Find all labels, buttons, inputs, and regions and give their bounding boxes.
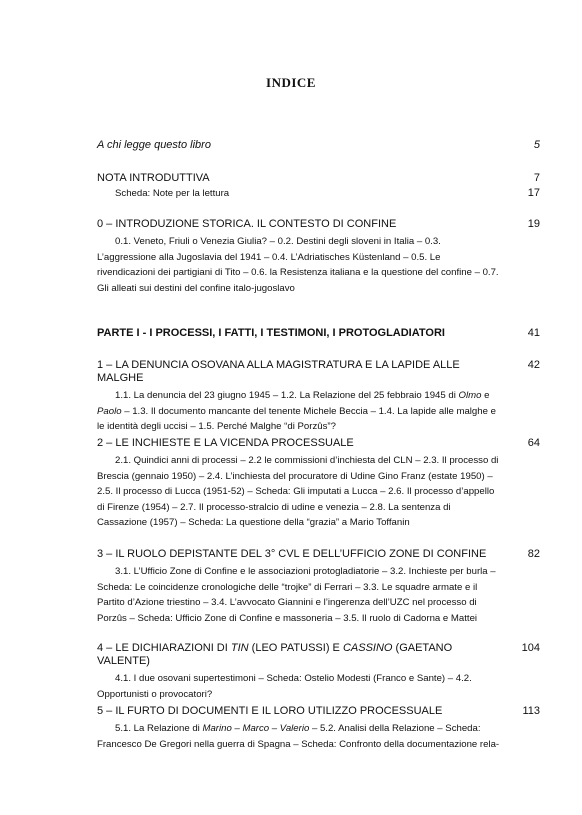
toc-label: A chi legge questo libro bbox=[97, 139, 211, 151]
toc-entry-nota bbox=[97, 172, 540, 202]
toc-sub-label: Scheda: Note per la lettura bbox=[115, 188, 230, 199]
toc-description: 5.1. La Relazione di Marino – Marco – Valerio – 5.2. Analisi della Relazione – Scheda: Francesco De Gregori nella guerra di Spagna – Scheda: Confronto della documentazione rela- bbox=[97, 723, 500, 750]
toc-label: 4 – LE DICHIARAZIONI DI TIN (LEO PATUSSI) E CASSINO (GAETANO VALENTE) bbox=[97, 642, 453, 667]
toc-label: 3 – IL RUOLO DEPISTANTE DEL 3° CVL E DELL’UFFICIO ZONE DI CONFINE bbox=[97, 548, 487, 560]
toc-entry-intro bbox=[97, 218, 540, 296]
toc-entry-chapter-2 bbox=[97, 437, 540, 531]
toc-entry-reader bbox=[97, 139, 540, 152]
toc-description: 0.1. Veneto, Friuli o Venezia Giulia? – 0.2. Destini degli sloveni in Italia – 0.3. L’aggressione alla Jugoslavia del 1941 – 0.4. L’Adriatisches Küstenland – 0.5. Le rivendicazioni dei partigiani di Tito – 0.6. la Resistenza italiana e la questione del confine – 0.7. Gli alleati sui destini del confine italo-jugoslavo bbox=[97, 236, 499, 294]
toc-label: NOTA INTRODUTTIVA bbox=[97, 172, 210, 184]
toc-page: 5 bbox=[533, 139, 540, 151]
page-title: INDICE bbox=[266, 75, 316, 90]
toc-sub-page: 17 bbox=[527, 187, 540, 199]
toc-description: 2.1. Quindici anni di processi – 2.2 le commissioni d’inchiesta del CLN – 2.3. Il processo di Brescia (gennaio 1950) – 2.4. L’inchiesta del procuratore di Udine Gino Franz (estate 1950) – 2.5. Il processo di Lucca (1951-52) – Scheda: Gli imputati a Lucca – 2.6. Il processo d’appello di Firenze (1954) – 2.7. Il processo-stralcio di udine e venezia – 2.8. La sentenza di Cassazione (1957) – Scheda: La questione della “grazia” a Mario Toffanin bbox=[97, 455, 499, 528]
toc-label: PARTE I - I PROCESSI, I FATTI, I TESTIMONI, I PROTOGLADIATORI bbox=[97, 327, 445, 339]
toc-label: 2 – LE INCHIESTE E LA VICENDA PROCESSUALE bbox=[97, 437, 354, 449]
toc-page: 7 bbox=[533, 172, 540, 184]
toc-entry-chapter-1 bbox=[97, 359, 540, 435]
toc-entry-chapter-3 bbox=[97, 548, 540, 626]
toc-entry-chapter-5 bbox=[97, 705, 540, 752]
toc-description: 1.1. La denuncia del 23 giugno 1945 – 1.2. La Relazione del 25 febbraio 1945 di Olmo e Paolo – 1.3. Il documento mancante del tenente Michele Beccia – 1.4. La lapide alle malghe e le identità degli uccisi – 1.5. Perché Malghe “di Porzûs”? bbox=[97, 390, 496, 432]
toc-label: 5 – IL FURTO DI DOCUMENTI E IL LORO UTILIZZO PROCESSUALE bbox=[97, 705, 443, 717]
toc-page: 104 bbox=[521, 642, 540, 654]
toc-page: 42 bbox=[527, 359, 540, 371]
toc-page: 82 bbox=[527, 548, 540, 560]
toc-entry-chapter-4 bbox=[97, 642, 540, 702]
toc-description: 3.1. L’Ufficio Zone di Confine e le associazioni protogladiatorie – 3.2. Inchieste per burla – Scheda: Le coincidenze cronologiche delle “trojke” di Ferrari – 3.3. Le squadre armate e il Partito d’Azione triestino – 3.4. L’avvocato Giannini e l’ingerenza dell’UZC nel processo di Porzûs – Scheda: Ufficio Zone di Confine e massoneria – 3.5. Il ruolo di Cadorna e Mattei bbox=[97, 566, 496, 624]
toc-page: 113 bbox=[522, 705, 540, 717]
toc-label: 0 – INTRODUZIONE STORICA. IL CONTESTO DI CONFINE bbox=[97, 218, 397, 230]
toc-page: 64 bbox=[527, 437, 540, 449]
toc-label: 1 – LA DENUNCIA OSOVANA ALLA MAGISTRATURA E LA LAPIDE ALLE MALGHE bbox=[97, 359, 460, 384]
toc-description: 4.1. I due osovani supertestimoni – Scheda: Ostelio Modesti (Franco e Sante) – 4.2. Opportunisti o provocatori? bbox=[97, 673, 472, 700]
toc-page: 19 bbox=[527, 218, 540, 230]
toc-entry-part1 bbox=[97, 327, 540, 340]
toc-page: 41 bbox=[527, 327, 540, 339]
